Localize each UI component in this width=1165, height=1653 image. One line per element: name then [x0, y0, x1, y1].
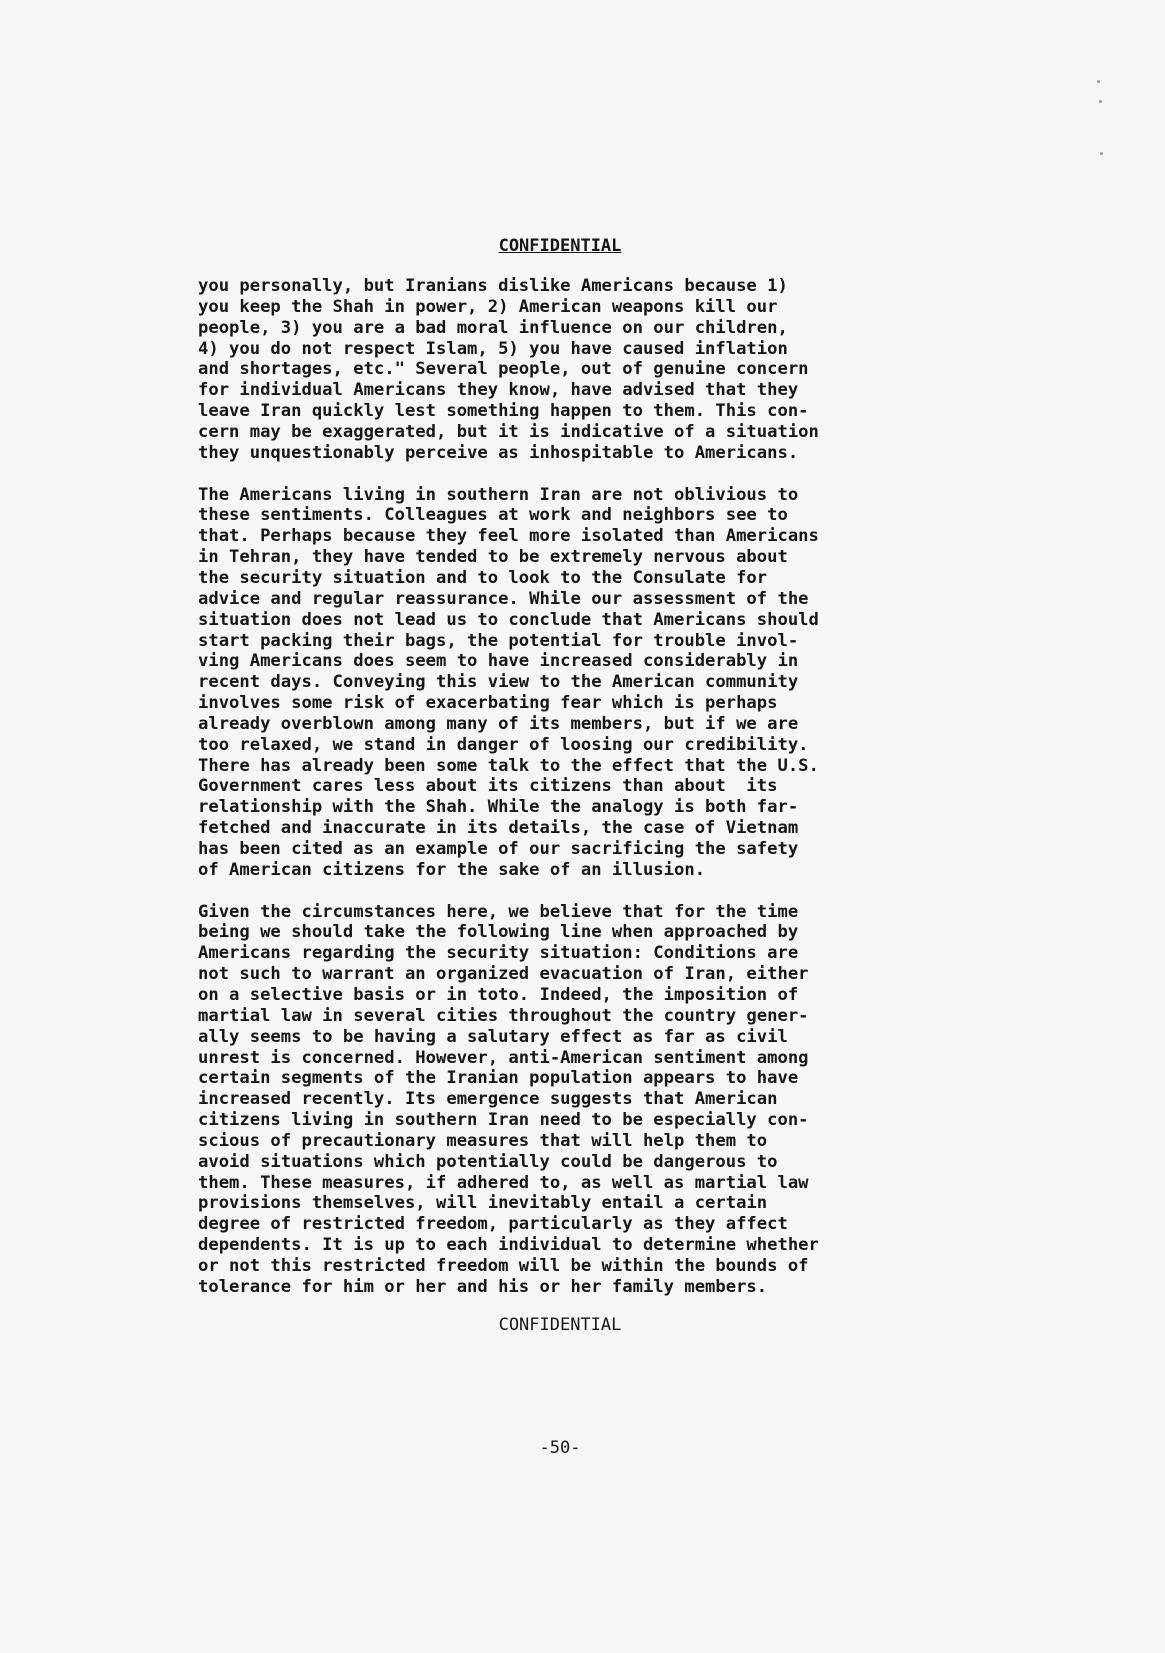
paragraph-3: Given the circumstances here, we believe that for the time being we should take the following line when approached by Americans regarding the security situation: Conditions are not such to warrant an organized evacuation of Iran, either on a selective basis or in toto. Indeed, the imposition of martial law in several cities throughout the country gener- ally seems to be having a salutary effect as far as civil unrest is concerned. However, anti-American sentiment among certain segments of the Iranian population appears to have increased recently. Its emergence suggests that American citizens living in southern Iran need to be especially con- scious of precautionary measures that will help them to avoid situations which potentially could be dangerous to them. These measures, if adhered to, as well as martial law provisions themselves, will inevitably entail a certain degree of restricted freedom, particularly as they affect dependents. It is up to each individual to determine whether or not this restricted freedom will be within the bounds of tolerance for him or her and his or her family members. [198, 901, 819, 1297]
paragraph-1: you personally, but Iranians dislike Americans because 1) you keep the Shah in power, 2) American weapons kill our people, 3) you are a bad moral influence on our children, 4) you do not respect Islam, 5) you have caused inflation and shortages, etc." Several people, out of genuine concern for individual Americans they know, have advised that they leave Iran quickly lest something happen to them. This con- cern may be exaggerated, but it is indicative of a situation they unquestionably perceive as inhospitable to Americans. [198, 276, 819, 463]
page-number: -50- [539, 1438, 581, 1458]
classification-footer: CONFIDENTIAL [498, 1315, 622, 1335]
scan-speck [1097, 80, 1100, 83]
scan-speck [1100, 152, 1103, 155]
scan-speck [1099, 100, 1102, 103]
classification-header: CONFIDENTIAL [498, 236, 622, 256]
paragraph-2: The Americans living in southern Iran are not oblivious to these sentiments. Colleagues at work and neighbors see to that. Perhaps because they feel more isolated than Americans in Tehran, they have tended to be extremely nervous about the security situation and to look to the Consulate for advice and regular reassurance. While our assessment of the situation does not lead us to conclude that Americans should start packing their bags, the potential for trouble invol- ving Americans does seem to have increased considerably in recent days. Conveying this view to the American community involves some risk of exacerbating fear which is perhaps already overblown among many of its members, but if we are too relaxed, we stand in danger of loosing our credibility. There has already been some talk to the effect that the U.S. Government cares less about its citizens than about its relationship with the Shah. While the analogy is both far- fetched and inaccurate in its details, the case of Vietnam has been cited as an example of our sacrificing the safety of American citizens for the sake of an illusion. [198, 484, 819, 880]
document-body [198, 276, 958, 1298]
